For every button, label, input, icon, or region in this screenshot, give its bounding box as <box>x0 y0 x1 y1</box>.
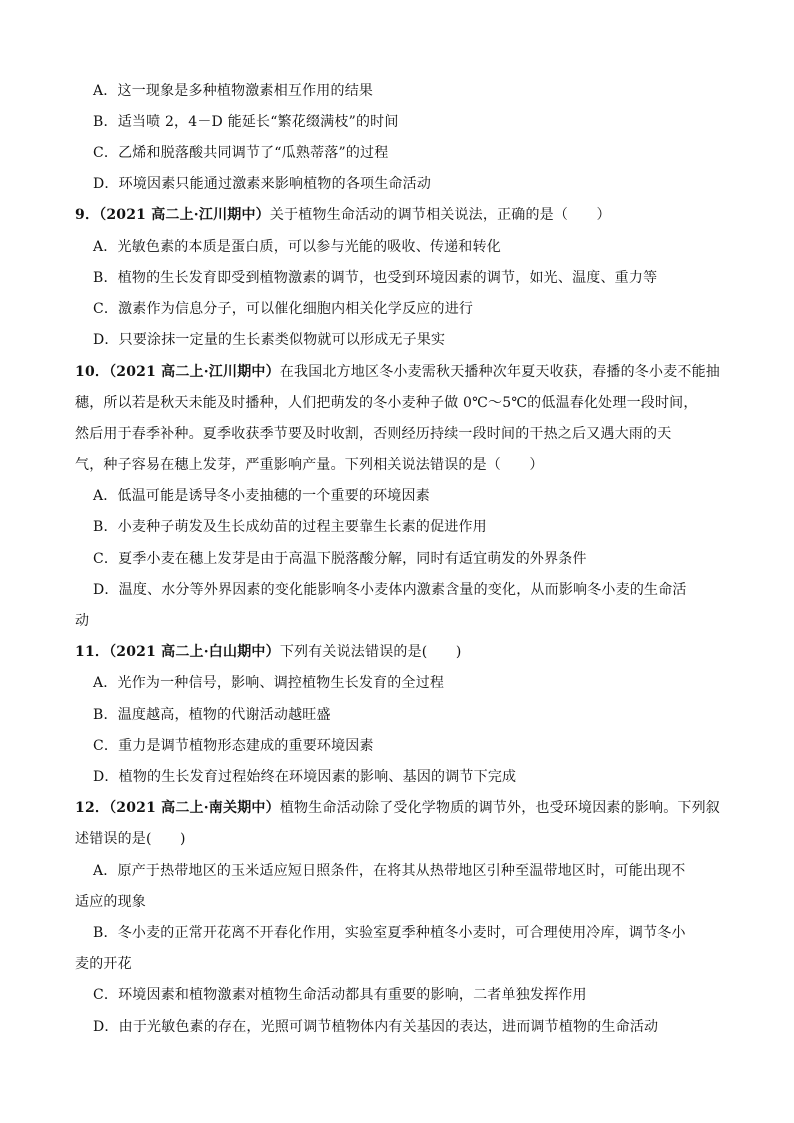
q11-source: （2021 高二上·白山期中） <box>109 644 280 660</box>
q11-option-b: B．温度越高，植物的代谢活动越旺盛 <box>93 707 331 723</box>
q8-option-a: A．这一现象是多种植物激素相互作用的结果 <box>93 83 374 99</box>
q10-option-b: B．小麦种子萌发及生长成幼苗的过程主要靠生长素的促进作用 <box>93 519 487 535</box>
q12-option-a-cont: 适应的现象 <box>75 894 146 910</box>
q10-stem-line-1 <box>75 362 720 382</box>
q12-option-d: D．由于光敏色素的存在，光照可调节植物体内有关基因的表达，进而调节植物的生命活动 <box>93 1019 659 1035</box>
q9-number: 9． <box>75 207 100 223</box>
q12-number: 12． <box>75 800 110 816</box>
q9-stem-line <box>75 205 611 225</box>
q12-option-a: A．原产于热带地区的玉米适应短日照条件，在将其从热带地区引种至温带地区时，可能出现不 <box>93 863 686 879</box>
q12-stem-line-2: 述错误的是( ) <box>75 831 186 847</box>
q10-number: 10． <box>75 364 110 380</box>
q9-source: （2021 高二上·江川期中） <box>99 207 270 223</box>
q10-stem-line-2: 穗，所以若是秋天未能及时播种，人们把萌发的冬小麦种子做 0℃～5℃的低温春化处理一段时间， <box>75 395 698 411</box>
q12-option-c: C．环境因素和植物激素对植物生命活动都具有重要的影响，二者单独发挥作用 <box>93 987 587 1003</box>
q11-option-d: D．植物的生长发育过程始终在环境因素的影响、基因的调节下完成 <box>93 769 517 785</box>
q12-stem-text-1: 植物生命活动除了受化学物质的调节外，也受环境因素的影响。下列叙 <box>279 800 721 816</box>
q9-option-c: C．激素作为信息分子，可以催化细胞内相关化学反应的进行 <box>93 301 474 317</box>
q10-option-a: A．低温可能是诱导冬小麦抽穗的一个重要的环境因素 <box>93 488 430 504</box>
q9-stem: 关于植物生命活动的调节相关说法，正确的是（ ） <box>269 207 611 223</box>
q12-option-b: B．冬小麦的正常开花离不开春化作用，实验室夏季种植冬小麦时，可合理使用冷库，调节冬小 <box>93 925 686 941</box>
q11-option-c: C．重力是调节植物形态建成的重要环境因素 <box>93 738 374 754</box>
q11-stem-line <box>75 642 462 662</box>
q10-stem-line-4: 气，种子容易在穗上发芽，严重影响产量。下列相关说法错误的是（ ） <box>75 457 544 473</box>
q10-source: （2021 高二上·江川期中） <box>109 364 280 380</box>
q10-stem-line-3: 然后用于春季补种。夏季收获季节要及时收割，否则经历持续一段时间的干热之后又遇大雨的天 <box>75 426 672 442</box>
q9-option-a: A．光敏色素的本质是蛋白质，可以参与光能的吸收、传递和转化 <box>93 239 501 255</box>
q9-option-b: B．植物的生长发育即受到植物激素的调节，也受到环境因素的调节，如光、温度、重力等 <box>93 270 658 286</box>
q12-stem-line-1 <box>75 798 720 818</box>
q10-option-c: C．夏季小麦在穗上发芽是由于高温下脱落酸分解，同时有适宜萌发的外界条件 <box>93 551 587 567</box>
q11-number: 11． <box>75 644 110 660</box>
q8-option-d: D．环境因素只能通过激素来影响植物的各项生命活动 <box>93 176 432 192</box>
q9-option-d: D．只要涂抹一定量的生长素类似物就可以形成无子果实 <box>93 332 446 348</box>
q10-option-d-cont: 动 <box>75 613 90 629</box>
q11-option-a: A．光作为一种信号，影响、调控植物生长发育的全过程 <box>93 675 445 691</box>
q11-stem: 下列有关说法错误的是( ) <box>279 644 462 660</box>
q12-option-b-cont: 麦的开花 <box>75 956 132 972</box>
q8-option-b: B．适当喷 2，4－D 能延长“繁花缀满枝”的时间 <box>93 114 399 130</box>
q8-option-c: C．乙烯和脱落酸共同调节了“瓜熟蒂落”的过程 <box>93 145 389 161</box>
q12-source: （2021 高二上·南关期中） <box>109 800 280 816</box>
q10-stem-text-1: 在我国北方地区冬小麦需秋天播种次年夏天收获，春播的冬小麦不能抽 <box>279 364 721 380</box>
q10-option-d: D．温度、水分等外界因素的变化能影响冬小麦体内激素含量的变化，从而影响冬小麦的生命活 <box>93 582 687 598</box>
